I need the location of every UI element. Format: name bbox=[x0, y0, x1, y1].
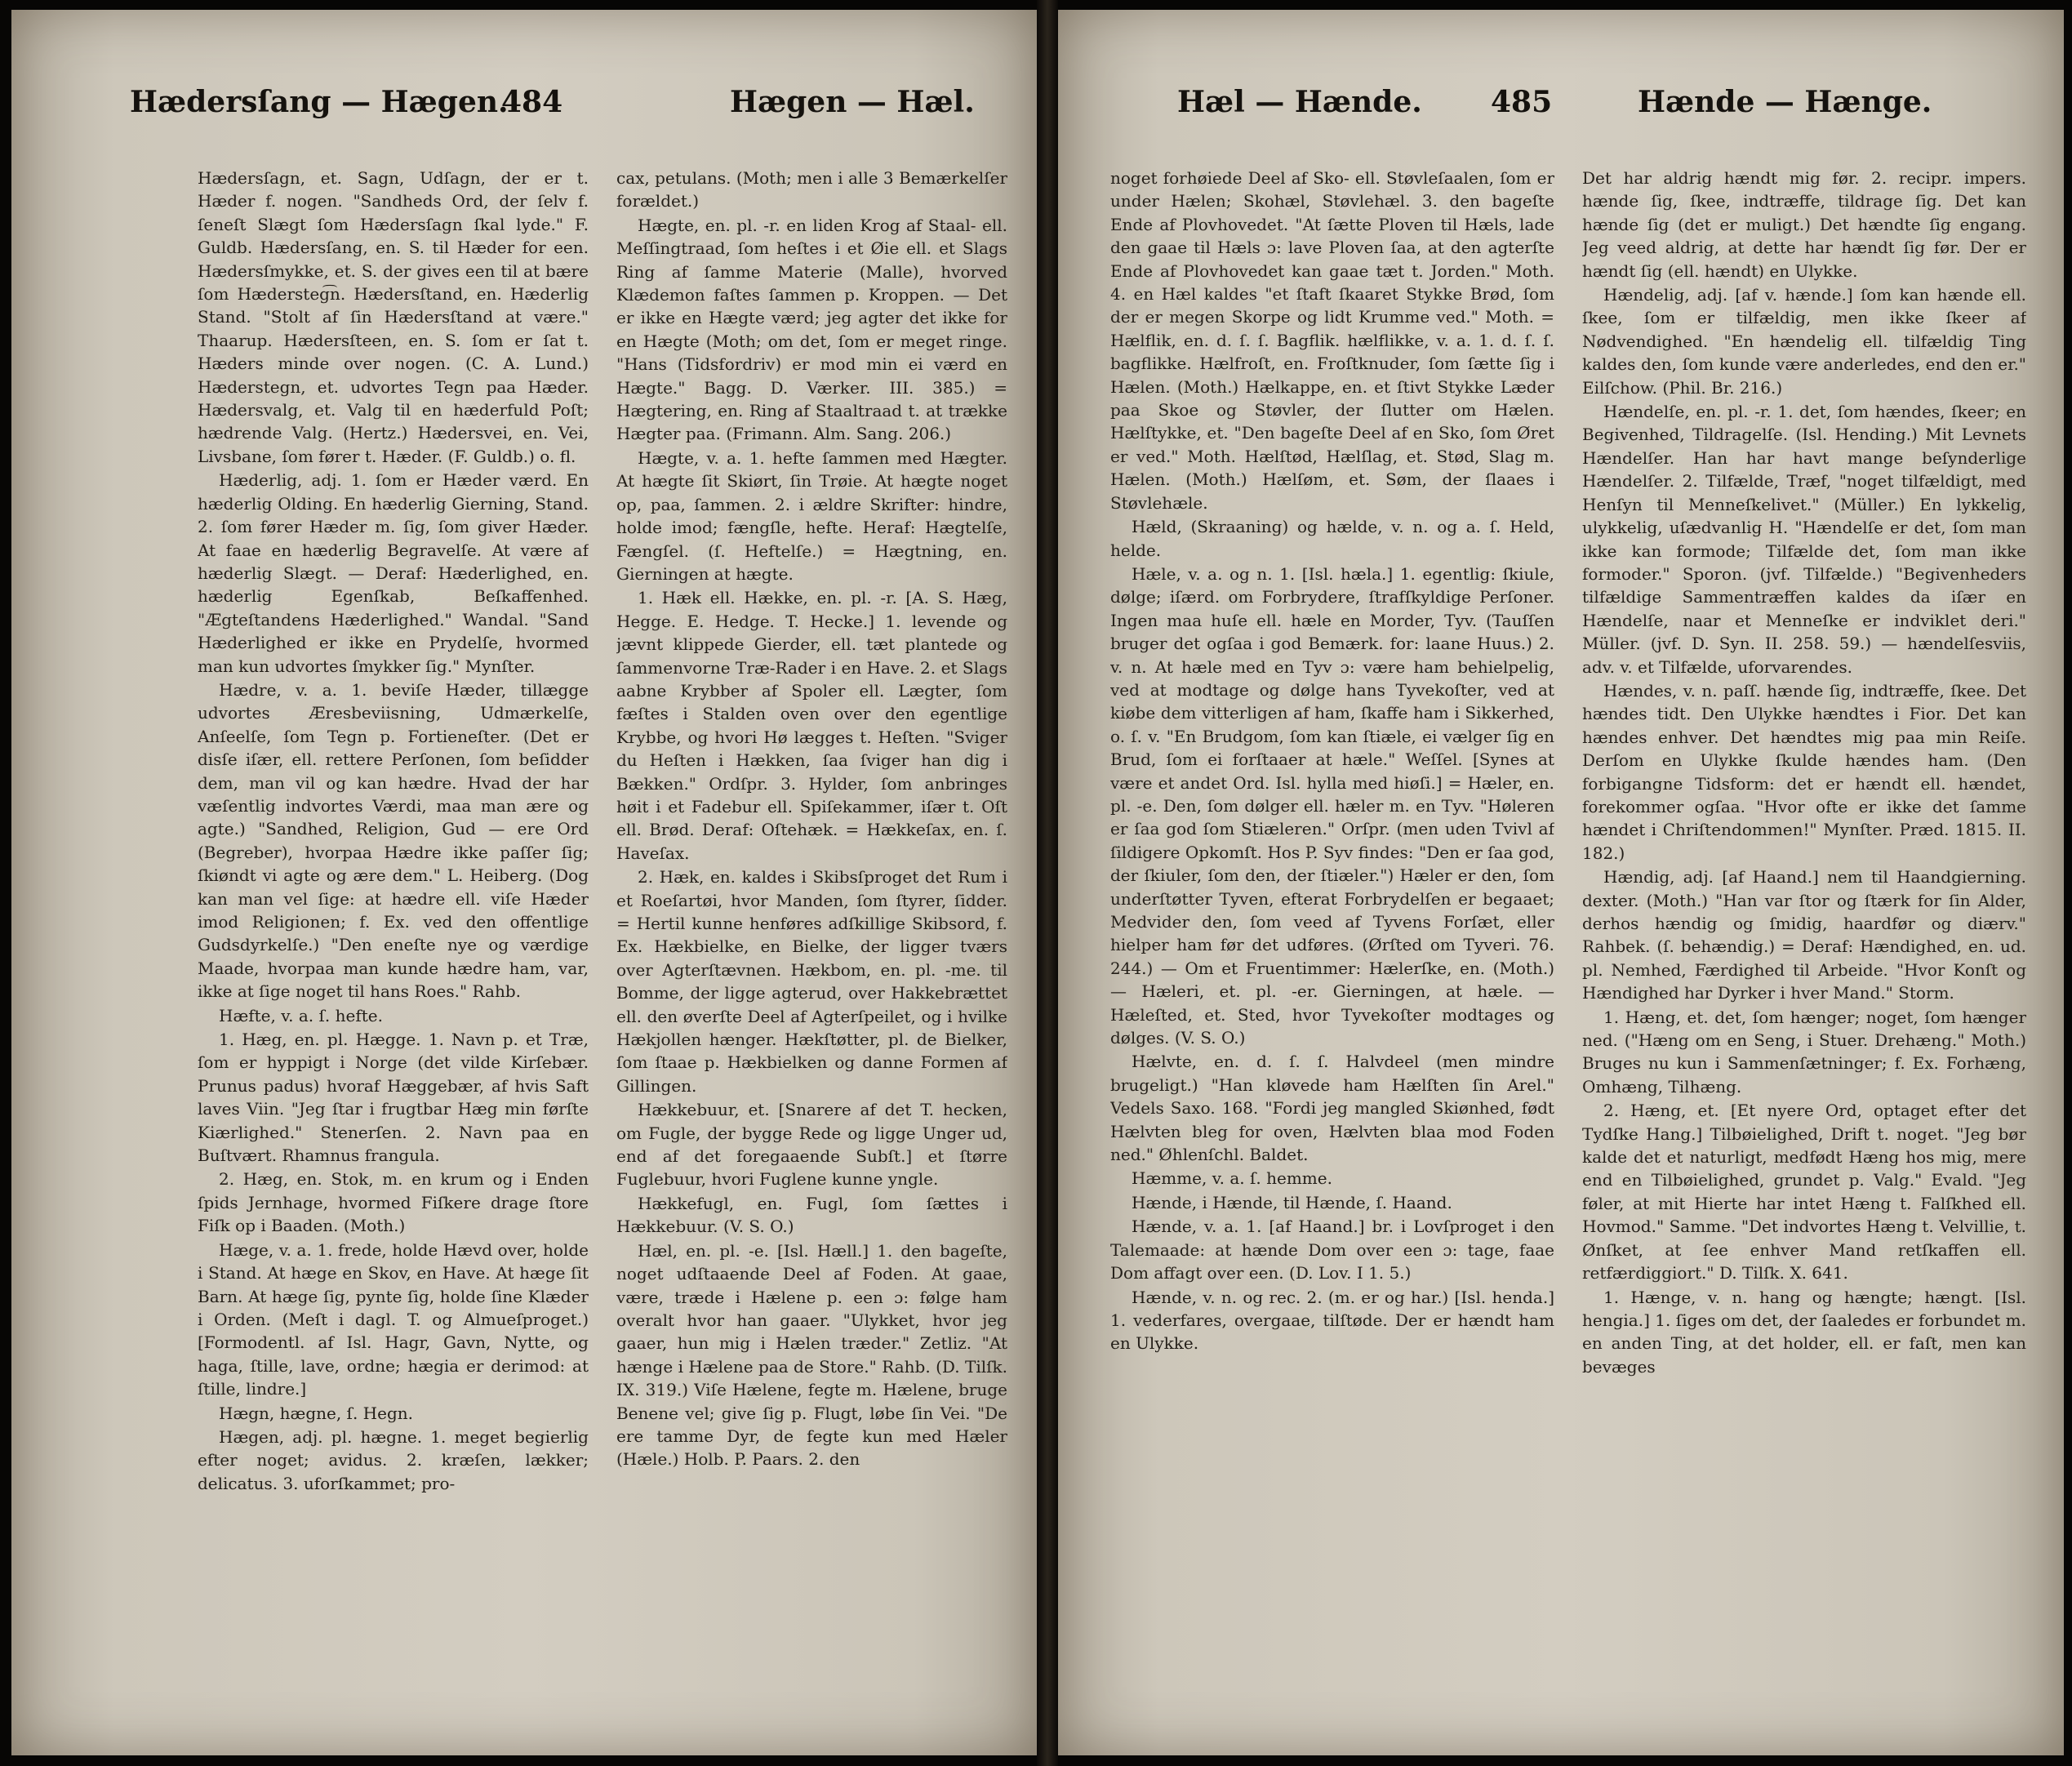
entry: Hægte, v. a. 1. hefte ſammen med Hægter. At hægte ſit Skiørt, ſin Trøie. At hægte noget op, paa, ſammen. 2. i ældre Skrifter: hindre, holde imod; fængſle, hefte. Heraf: Hægtelſe, Fængſel. (ſ. Heftelſe.) = Hægtning, en. Gierningen at hægte. bbox=[616, 447, 1007, 584]
entry: 2. Hæg, en. Stok, m. en krum og i Enden ſpids Jernhage, hvormed Fiſkere drage ſtore Fiſk op i Baaden. (Moth.) bbox=[198, 1169, 589, 1236]
header-catchword-left: Hæl — Hænde. bbox=[1177, 85, 1422, 119]
entry: Hædre, v. a. 1. beviſe Hæder, tillægge udvortes Æresbeviisning, Udmærkelſe, Anſeelſe, ſom Tegn p. Fortieneſter. (Det er disſe iſær, ell. rettere Perſonen, ſom beſidder dem, man vil og kan hædre. Hvad der har væſentlig indvortes Værdi, maa man ære og agte.) "Sandhed, Religion, Gud — ere Ord (Begreber), hvorpaa Hædre ikke paſſer ſig; ſkiøndt vi agte og ære dem." L. Heiberg. (Dog kan man vel ſige: at hædre ell. viſe Hæder imod Religionen; f. Ex. ved den offentlige Gudsdyrkelſe.) "Den eneſte nye og værdige Maade, hvorpaa man kunde hædre ham, var, ikke at ſige noget til hans Roes." Rahb. bbox=[198, 679, 589, 1002]
left-page-header bbox=[11, 85, 1037, 134]
entry: Hæmme, v. a. ſ. hemme. bbox=[1132, 1168, 1332, 1189]
left-page-columns bbox=[198, 167, 1007, 1723]
entry: Hændig, adj. [af Haand.] nem til Haandgierning. dexter. (Moth.) "Han var ſtor og ſtærk for ſin Alder, derhos hændig og ſmidig, haardfør og diærv." Rahbek. (ſ. behændig.) = Deraf: Hændighed, en. ud. pl. Nemhed, Færdighed til Arbeide. "Hvor Konſt og Hændighed har Dyrker i hver Mand." Storm. bbox=[1582, 867, 2026, 1003]
page-number: 484 bbox=[501, 85, 563, 119]
entry: Hælvte, en. d. ſ. ſ. Halvdeel (men mindre brugeligt.) "Han kløvede ham Hælſten ſin Arel." Vedels Saxo. 168. "Fordi jeg mangled Skiønhed, født Hælvten bleg for oven, Hælvten blaa mod Foden ned." Øhlenſchl. Baldet. bbox=[1110, 1052, 1554, 1165]
entry: Hægn, hægne, ſ. Hegn. bbox=[219, 1403, 413, 1423]
left-page bbox=[11, 10, 1037, 1755]
entry: Hænde, v. a. 1. [af Haand.] br. i Lovſproget i den Talemaade: at hænde Dom over een ɔ: tage, faae Dom affagt over een. (D. Lov. I 1. 5.) bbox=[1110, 1217, 1554, 1283]
entry: Hægen, adj. pl. hægne. 1. meget begierlig efter noget; avidus. 2. kræſen, lækker; delicatus. 3. uforſkammet; pro- bbox=[198, 1426, 589, 1493]
entry: Hændelſe, en. pl. -r. 1. det, ſom hændes, ſkeer; en Begivenhed, Tildragelſe. (Isl. Hending.) Mit Levnets Hændelſer. Han har havt mange beſynderlige Hændelſer. 2. Tilfælde, Træf, "noget tilfældigt, med Henſyn til Menneſkelivet." (Müller.) En lykkelig, ulykkelig, uſædvanlig H. "Hændelſe er det, ſom man ikke kan formode; Tilfælde det, ſom man ikke formoder." Sporon. (jvf. Tilfælde.) "Begivenheders tilfældige Sammentræffen kaldes da iſær en Hændelſe, naar et Menneſke er indviklet deri." Müller. (jvf. D. Syn. II. 258. 59.) — hændelſesviis, adv. v. et Tilfælde, uforvarendes. bbox=[1582, 402, 2026, 677]
entry: Hæl, en. pl. -e. [Isl. Hæll.] 1. den bageſte, noget udſtaaende Deel af Foden. At gaae, være, træde i Hælene p. een ɔ: følge ham overalt hvor han gaaer. "Ulykket, hvor jeg gaaer, hun mig i Hælen træder." Zetliz. "At hænge i Hælene paa de Store." Rahb. (D. Tilſk. IX. 319.) Viſe Hælene, fegte m. Hælene, bruge Benene vel; give ſig p. Flugt, løbe ſin Vei. "De ere tamme Dyr, de fegte kun med Hæler (Hæle.) Holb. P. Paars. 2. den bbox=[616, 1240, 1007, 1470]
text-column-1 bbox=[1110, 167, 1554, 1723]
entry: Hæld, (Skraaning) og hælde, v. n. og a. ſ. Held, helde. bbox=[1110, 517, 1554, 560]
entry: cax, petulans. (Moth; men i alle 3 Bemærkelſer forældet.) bbox=[616, 168, 1007, 211]
page-number: 485 bbox=[1491, 85, 1553, 119]
header-catchword-left: Hædersſang — Hægen. bbox=[130, 85, 509, 119]
entry: Hænde, i Hænde, til Hænde, ſ. Haand. bbox=[1132, 1192, 1452, 1212]
entry: Hæge, v. a. 1. frede, holde Hævd over, holde i Stand. At hæge en Skov, en Have. At hæge ſit Barn. At hæge ſig, pynte ſig, holde ſine Klæder i Orden. (Meſt i dagl. T. og Almueſproget.) [Formodentl. af Isl. Hagr, Gavn, Nytte, og haga, ſtille, lave, ordne; hægia er derimod: at ſtille, lindre.] bbox=[198, 1239, 589, 1399]
right-page-header bbox=[1058, 85, 2064, 134]
entry: 2. Hæng, et. [Et nyere Ord, optaget efter det Tydſke Hang.] Tilbøielighed, Drift t. noget. "Jeg bør kalde det et naturligt, medfødt Hæng hos mig, mere end en Tilbøielighed, grundet p. Valg." Evald. "Jeg føler, at mit Hierte har intet Hæng t. Falſkhed ell. Hovmod." Samme. "Det indvortes Hæng t. Velvillie, t. Ønſket, at ſee enhver Mand retſkaffen ell. retfærdiggiort." D. Tilſk. X. 641. bbox=[1582, 1101, 2026, 1283]
entry: Hækkefugl, en. Fugl, ſom ſættes i Hækkebuur. (V. S. O.) bbox=[616, 1193, 1007, 1237]
entry: noget forhøiede Deel af Sko- ell. Støvleſaalen, ſom er under Hælen; Skohæl, Støvlehæl. 3. den bageſte Ende af Plovhovedet. "At ſætte Ploven til Hæls, lade den gaae til Hæls ɔ: lave Ploven ſaa, at den agterſte Ende af Plovhovedet kan gaae tæt t. Jorden." Moth. 4. en Hæl kaldes "et ſtaft ſkaaret Stykke Brød, ſom der er megen Skorpe og lidt Krumme ved." Moth. = Hælflik, en. d. ſ. ſ. Bagflik. hælflikke, v. a. 1. d. ſ. ſ. bagflikke. Hælfroſt, en. Froſtknuder, ſom ſætte ſig i Hælen. (Moth.) Hælkappe, en. et ſtivt Stykke Læder paa Skoe og Støvler, der ſlutter om Hælen. Hælſtykke, et. "Den bageſte Deel af en Sko, ſom Øret er ved." Moth. Hælſtød, Hælſlag, et. Stød, Slag m. Hælen. (Moth.) Hælſøm, et. Søm, der ſlaaes i Støvlehæle. bbox=[1110, 168, 1554, 513]
entry: Det har aldrig hændt mig før. 2. recipr. impers. hænde ſig, ſkee, indtræffe, tildrage ſig. Det kan hænde ſig (det er muligt.) Det hændte ſig engang. Jeg veed aldrig, at dette har hændt ſig før. Der er hændt ſig (ell. hændt) en Ulykke. bbox=[1582, 168, 2026, 281]
entry: Hænde, v. n. og rec. 2. (m. er og har.) [Isl. henda.] 1. vederfares, overgaae, tilſtøde. Der er hændt ham en Ulykke. bbox=[1110, 1287, 1554, 1354]
entry: 1. Hæk ell. Hække, en. pl. -r. [A. S. Hæg, Hegge. E. Hedge. T. Hecke.] 1. levende og jævnt klippede Gierder, ell. tæt plantede og ſammenvorne Træ-Rader i en Have. 2. et Slags aabne Krybber af Spoler ell. Lægter, ſom fæſtes i Stalden oven over den egentlige Krybbe, og hvori Hø lægges t. Heſten. "Sviger du Heſten i Hækken, ſaa ſviger han dig i Bækken." Ordſpr. 3. Hylder, ſom anbringes høit i et Fadebur ell. Spiſekammer, iſær t. Oſt ell. Brød. Deraf: Oſtehæk. = Hækkeſax, en. ſ. Haveſax. bbox=[616, 588, 1007, 863]
book-gutter bbox=[1037, 0, 1058, 1766]
entry: 1. Hænge, v. n. hang og hængte; hængt. [Isl. hengia.] 1. ſiges om det, der ſaaledes er forbundet m. en anden Ting, at det holder, ell. er faſt, men kan bevæges bbox=[1582, 1287, 2026, 1377]
text-column-2 bbox=[1582, 167, 2026, 1723]
entry: 2. Hæk, en. kaldes i Skibsſproget det Rum i et Roeſartøi, hvor Manden, ſom ſtyrer, ſidder. = Hertil kunne henføres adſkillige Skibsord, f. Ex. Hækbielke, en Bielke, der ligger tværs over Agterſtævnen. Hækbom, en. pl. -me. til Bomme, der ligge agterud, over Hakkebrættet ell. den øverſte Deel af Agterſpeilet, og i hvilke Hækjollen hænger. Hækſtøtter, pl. de Bielker, ſom ſtaae p. Hækbielken og danne Formen af Gillingen. bbox=[616, 867, 1007, 1096]
text-column-1 bbox=[198, 167, 589, 1723]
entry: Hædersſagn, et. Sagn, Udſagn, der er t. Hæder f. nogen. "Sandheds Ord, der ſelv f. ſeneſt Slægt ſom Hædersſagn ſkal lyde." F. Guldb. Hædersſang, en. S. til Hæder for een. Hædersſmykke, et. S. der gives een til at bære ſom Hædersteg͡n. Hædersſtand, en. Hæderlig Stand. "Stolt af ſin Hædersſtand at være." Thaarup. Hædersſteen, en. S. ſom er ſat t. Hæders minde over nogen. (C. A. Lund.) Hæderstegn, et. udvortes Tegn paa Hæder. Hædersvalg, et. Valg til en hæderfuld Poſt; hædrende Valg. (Hertz.) Hædersvei, en. Vei, Livsbane, ſom fører t. Hæder. (F. Guldb.) o. fl. bbox=[198, 168, 589, 466]
entry: Hæfte, v. a. ſ. hefte. bbox=[219, 1005, 383, 1025]
header-catchword-right: Hænde — Hænge. bbox=[1638, 85, 1932, 119]
header-catchword-right: Hægen — Hæl. bbox=[730, 85, 975, 119]
entry: 1. Hæng, et. det, ſom hænger; noget, ſom hænger ned. ("Hæng om en Seng, i Stuer. Drehæng." Moth.) Bruges nu kun i Sammenſætninger; f. Ex. Forhæng, Omhæng, Tilhæng. bbox=[1582, 1007, 2026, 1097]
right-page-columns bbox=[1110, 167, 2026, 1723]
entry: Hændelig, adj. [af v. hænde.] ſom kan hænde ell. ſkee, ſom er tilfældig, men ikke ſkeer af Nødvendighed. "En hændelig ell. tilfældig Ting kaldes den, ſom kunde være anderledes, end den er." Eilſchow. (Phil. Br. 216.) bbox=[1582, 285, 2026, 398]
entry: 1. Hæg, en. pl. Hægge. 1. Navn p. et Træ, ſom er hyppigt i Norge (det vilde Kirſebær. Prunus padus) hvoraf Hæggebær, af hvis Saft laves Viin. "Jeg ſtar i frugtbar Hæg min førſte Kiærlighed." Stenerſen. 2. Navn paa en Buſtvært. Rhamnus frangula. bbox=[198, 1030, 589, 1166]
text-column-2 bbox=[616, 167, 1007, 1723]
entry: Hændes, v. n. paſſ. hænde ſig, indtræffe, ſkee. Det hændes tidt. Den Ulykke hændtes i Fior. Det kan hændes enhver. Det hændtes mig paa min Reiſe. Derſom en Ulykke ſkulde hændes ham. (Den forbigangne Tidsform: det er hændt ell. hændet, forekommer ogſaa. "Hvor ofte er ikke det ſamme hændet i Chriſtendommen!" Mynſter. Præd. 1815. II. 182.) bbox=[1582, 680, 2026, 863]
right-page bbox=[1058, 10, 2064, 1755]
entry: Hækkebuur, et. [Snarere af det T. hecken, om Fugle, der bygge Rede og ligge Unger ud, end af det foregaaende Subſt.] et ſtørre Fuglebuur, hvori Fuglene kunne yngle. bbox=[616, 1100, 1007, 1190]
entry: Hægte, en. pl. -r. en liden Krog af Staal- ell. Meſſingtraad, ſom heſtes i et Øie ell. et Slags Ring af ſamme Materie (Malle), hvorved Klædemon faſtes ſammen p. Kroppen. — Det er ikke en Hægte værd; jeg agter det ikke for en Hægte (Moth; om det, ſom er meget ringe. "Hans (Tidsfordriv) er mod min ei værd en Hægte." Bagg. D. Værker. III. 385.) = Hægtering, en. Ring af Staaltraad t. at trække Hægter paa. (Frimann. Alm. Sang. 206.) bbox=[616, 215, 1007, 444]
entry: Hæderlig, adj. 1. ſom er Hæder værd. En hæderlig Olding. En hæderlig Gierning, Stand. 2. ſom fører Hæder m. ſig, ſom giver Hæder. At faae en hæderlig Begravelſe. At være af hæderlig Slægt. — Deraf: Hæderlighed, en. hæderlig Egenſkab, Beſkaffenhed. "Ægteſtandens Hæderlighed." Wandal. "Sand Hæderlighed er ikke en Prydelſe, hvormed man kun udvortes ſmykker ſig." Mynſter. bbox=[198, 470, 589, 676]
entry: Hæle, v. a. og n. 1. [Isl. hæla.] 1. egentlig: ſkiule, dølge; iſærd. om Forbrydere, ſtrafſkyldige Perſoner. Ingen maa huſe ell. hæle en Morder, Tyv. (Tauſſen bruger det ogſaa i god Bemærk. for: laane Huus.) 2. v. n. At hæle med en Tyv ɔ: være ham behielpelig, ved at modtage og dølge hans Tyvekoſter, ved at kiøbe dem vitterligen af ham, ſkaffe ham i Sikkerhed, o. ſ. v. "En Brudgom, ſom kan ſtiæle, ei vælger ſig en Brud, ſom ei forſtaaer at hæle." Weſſel. [Synes at være et andet Ord. Isl. hylla med hiøſi.] = Hæler, en. pl. -e. Den, ſom dølger ell. hæler m. en Tyv. "Høleren er ſaa god ſom Stiæleren." Orſpr. (men uden Tvivl af ſildigere Opkomſt. Hos P. Syv findes: "Den er ſaa god, der ſkiuler, ſom den, der ſtiæler.") Hæler er den, ſom underſtøtter Tyven, efterat Forbrydelſen er begaaet; Medvider den, ſom veed af Tyvens Forſæt, eller hielper ham før det udføres. (Ørſted om Tyveri. 76. 244.) — Om et Fruentimmer: Hælerſke, en. (Moth.) — Hæleri, et. pl. -er. Gierningen, at hæle. — Hæleſted, et. Sted, hvor Tyvekoſter modtages og dølges. (V. S. O.) bbox=[1110, 563, 1554, 1048]
